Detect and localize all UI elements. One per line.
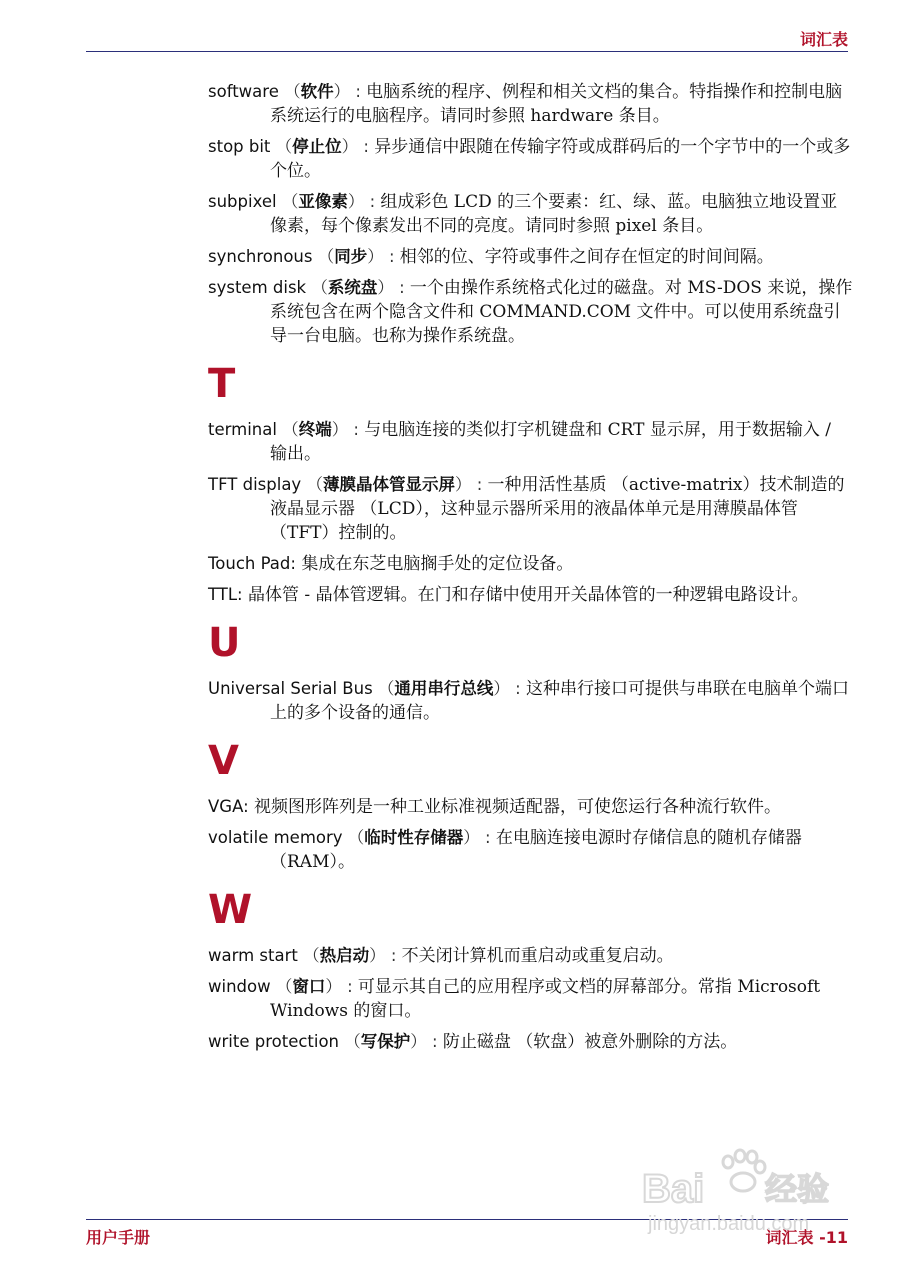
glossary-entry: TFT display （薄膜晶体管显示屏） : 一种用活性基质 （active-matrix）技术制造的液晶显示器 （LCD），这种显示器所采用的液晶体单元是用薄膜晶体管 （TFT）控制的。 bbox=[208, 475, 845, 543]
entry-chinese-term: 热启动 bbox=[319, 946, 370, 965]
entry-definition: 异步通信中跟随在传输字符或成群码后的一个字节中的一个或多个位。 bbox=[270, 137, 851, 181]
entry-chinese-term: 亚像素 bbox=[298, 192, 348, 211]
entry-term: TFT display bbox=[208, 475, 302, 494]
glossary-entry: terminal （终端） : 与电脑连接的类似打字机键盘和 CRT 显示屏，用于数据输入 / 输出。 bbox=[208, 420, 832, 464]
section-letter: V bbox=[208, 738, 239, 784]
entry-chinese-term: 软件 bbox=[300, 82, 334, 101]
entry-chinese-term: 终端 bbox=[298, 420, 332, 439]
section-letter: U bbox=[208, 620, 241, 666]
entry-term: warm start bbox=[208, 946, 298, 965]
glossary-entry: system disk （系统盘） : 一个由操作系统格式化过的磁盘。对 MS-DOS 来说，操作系统包含在两个隐含文件和 COMMAND.COM 文件中。可以使用系统盘引导一台电脑。也称为操作系统盘。 bbox=[208, 278, 853, 346]
entry-term: terminal bbox=[208, 420, 277, 439]
entry-definition: 与电脑连接的类似打字机键盘和 CRT 显示屏，用于数据输入 / 输出。 bbox=[270, 420, 832, 464]
glossary-entry: stop bit （停止位） : 异步通信中跟随在传输字符或成群码后的一个字节中的一个或多个位。 bbox=[208, 137, 851, 181]
glossary-entry: Universal Serial Bus （通用串行总线） : 这种串行接口可提供与串联在电脑单个端口上的多个设备的通信。 bbox=[208, 679, 849, 723]
entry-term: write protection bbox=[208, 1032, 340, 1051]
glossary-entry: write protection （写保护） : 防止磁盘 （软盘）被意外删除的方法。 bbox=[208, 1032, 738, 1052]
entry-definition: 可显示其自己的应用程序或文档的屏幕部分。常指 Microsoft Windows 的窗口。 bbox=[270, 977, 821, 1021]
header-rule bbox=[86, 51, 848, 52]
entry-chinese-term: 系统盘 bbox=[327, 278, 378, 297]
entry-definition: 视频图形阵列是一种工业标准视频适配器，可使您运行各种流行软件。 bbox=[254, 797, 782, 817]
entry-term: VGA: bbox=[208, 797, 249, 816]
entry-definition: 相邻的位、字符或事件之间存在恒定的时间间隔。 bbox=[399, 247, 774, 267]
footer-page-number: 词汇表 -11 bbox=[765, 1228, 848, 1247]
entry-term: volatile memory bbox=[208, 828, 343, 847]
entry-term: synchronous bbox=[208, 247, 313, 266]
glossary-entry: warm start （热启动） : 不关闭计算机而重启动或重复启动。 bbox=[208, 946, 674, 966]
baidu-watermark bbox=[640, 1140, 850, 1240]
watermark-url: jingyan.baidu.com bbox=[648, 1213, 810, 1235]
entry-definition: 这种串行接口可提供与串联在电脑单个端口上的多个设备的通信。 bbox=[270, 679, 849, 723]
section-letter: T bbox=[208, 361, 236, 407]
entry-term: software bbox=[208, 82, 279, 101]
entry-definition: 一种用活性基质 （active-matrix）技术制造的液晶显示器 （LCD），这种显示器所采用的液晶体单元是用薄膜晶体管 （TFT）控制的。 bbox=[270, 475, 845, 543]
footer-manual-title: 用户手册 bbox=[86, 1228, 151, 1247]
entry-chinese-term: 临时性存储器 bbox=[364, 828, 464, 847]
entry-chinese-term: 窗口 bbox=[292, 977, 326, 996]
entry-definition: 在电脑连接电源时存储信息的随机存储器 （RAM）。 bbox=[270, 828, 802, 872]
glossary-entry: software （软件） : 电脑系统的程序、例程和相关文档的集合。特指操作和控制电脑系统运行的电脑程序。请同时参照 hardware 条目。 bbox=[208, 82, 843, 126]
entry-term: system disk bbox=[208, 278, 307, 297]
entry-chinese-term: 通用串行总线 bbox=[394, 679, 494, 698]
entry-term: Touch Pad: bbox=[208, 554, 296, 573]
entry-chinese-term: 停止位 bbox=[292, 137, 342, 156]
section-letter: W bbox=[208, 887, 253, 933]
entry-term: window bbox=[208, 977, 271, 996]
watermark-brand: Bai bbox=[642, 1167, 705, 1211]
entry-term: subpixel bbox=[208, 192, 277, 211]
glossary-entry: synchronous （同步） : 相邻的位、字符或事件之间存在恒定的时间间隔。 bbox=[208, 247, 774, 267]
entry-chinese-term: 薄膜晶体管显示屏 bbox=[322, 475, 455, 494]
entry-definition: 晶体管 - 晶体管逻辑。在门和存储中使用开关晶体管的一种逻辑电路设计。 bbox=[248, 585, 809, 605]
glossary-entry bbox=[208, 583, 853, 607]
entry-chinese-term: 同步 bbox=[334, 247, 368, 266]
watermark-brand-cn: 经验 bbox=[765, 1170, 830, 1208]
entry-definition: 一个由操作系统格式化过的磁盘。对 MS-DOS 来说，操作系统包含在两个隐含文件和 COMMAND.COM 文件中。可以使用系统盘引导一台电脑。也称为操作系统盘。 bbox=[270, 278, 853, 346]
entry-definition: 不关闭计算机而重启动或重复启动。 bbox=[401, 946, 674, 966]
entry-term: TTL: bbox=[208, 585, 243, 604]
entry-term: Universal Serial Bus bbox=[208, 679, 373, 698]
header-title: 词汇表 bbox=[799, 30, 848, 49]
entry-chinese-term: 写保护 bbox=[360, 1032, 411, 1051]
glossary-content bbox=[208, 80, 853, 1061]
entry-term: stop bit bbox=[208, 137, 271, 156]
glossary-entry bbox=[208, 552, 853, 576]
glossary-entry: window （窗口） : 可显示其自己的应用程序或文档的屏幕部分。常指 Microsoft Windows 的窗口。 bbox=[208, 977, 821, 1021]
glossary-entry: volatile memory （临时性存储器） : 在电脑连接电源时存储信息的随机存储器 （RAM）。 bbox=[208, 828, 802, 872]
glossary-entry: subpixel （亚像素） : 组成彩色 LCD 的三个要素：红、绿、蓝。电脑独立地设置亚像素，每个像素发出不同的亮度。请同时参照 pixel 条目。 bbox=[208, 192, 838, 236]
entry-definition: 组成彩色 LCD 的三个要素：红、绿、蓝。电脑独立地设置亚像素，每个像素发出不同的亮度。请同时参照 pixel 条目。 bbox=[270, 192, 838, 236]
glossary-entry bbox=[208, 795, 853, 819]
entry-definition: 电脑系统的程序、例程和相关文档的集合。特指操作和控制电脑系统运行的电脑程序。请同时参照 hardware 条目。 bbox=[270, 82, 843, 126]
entry-definition: 防止磁盘 （软盘）被意外删除的方法。 bbox=[442, 1032, 738, 1052]
entry-definition: 集成在东芝电脑搁手处的定位设备。 bbox=[301, 554, 574, 574]
